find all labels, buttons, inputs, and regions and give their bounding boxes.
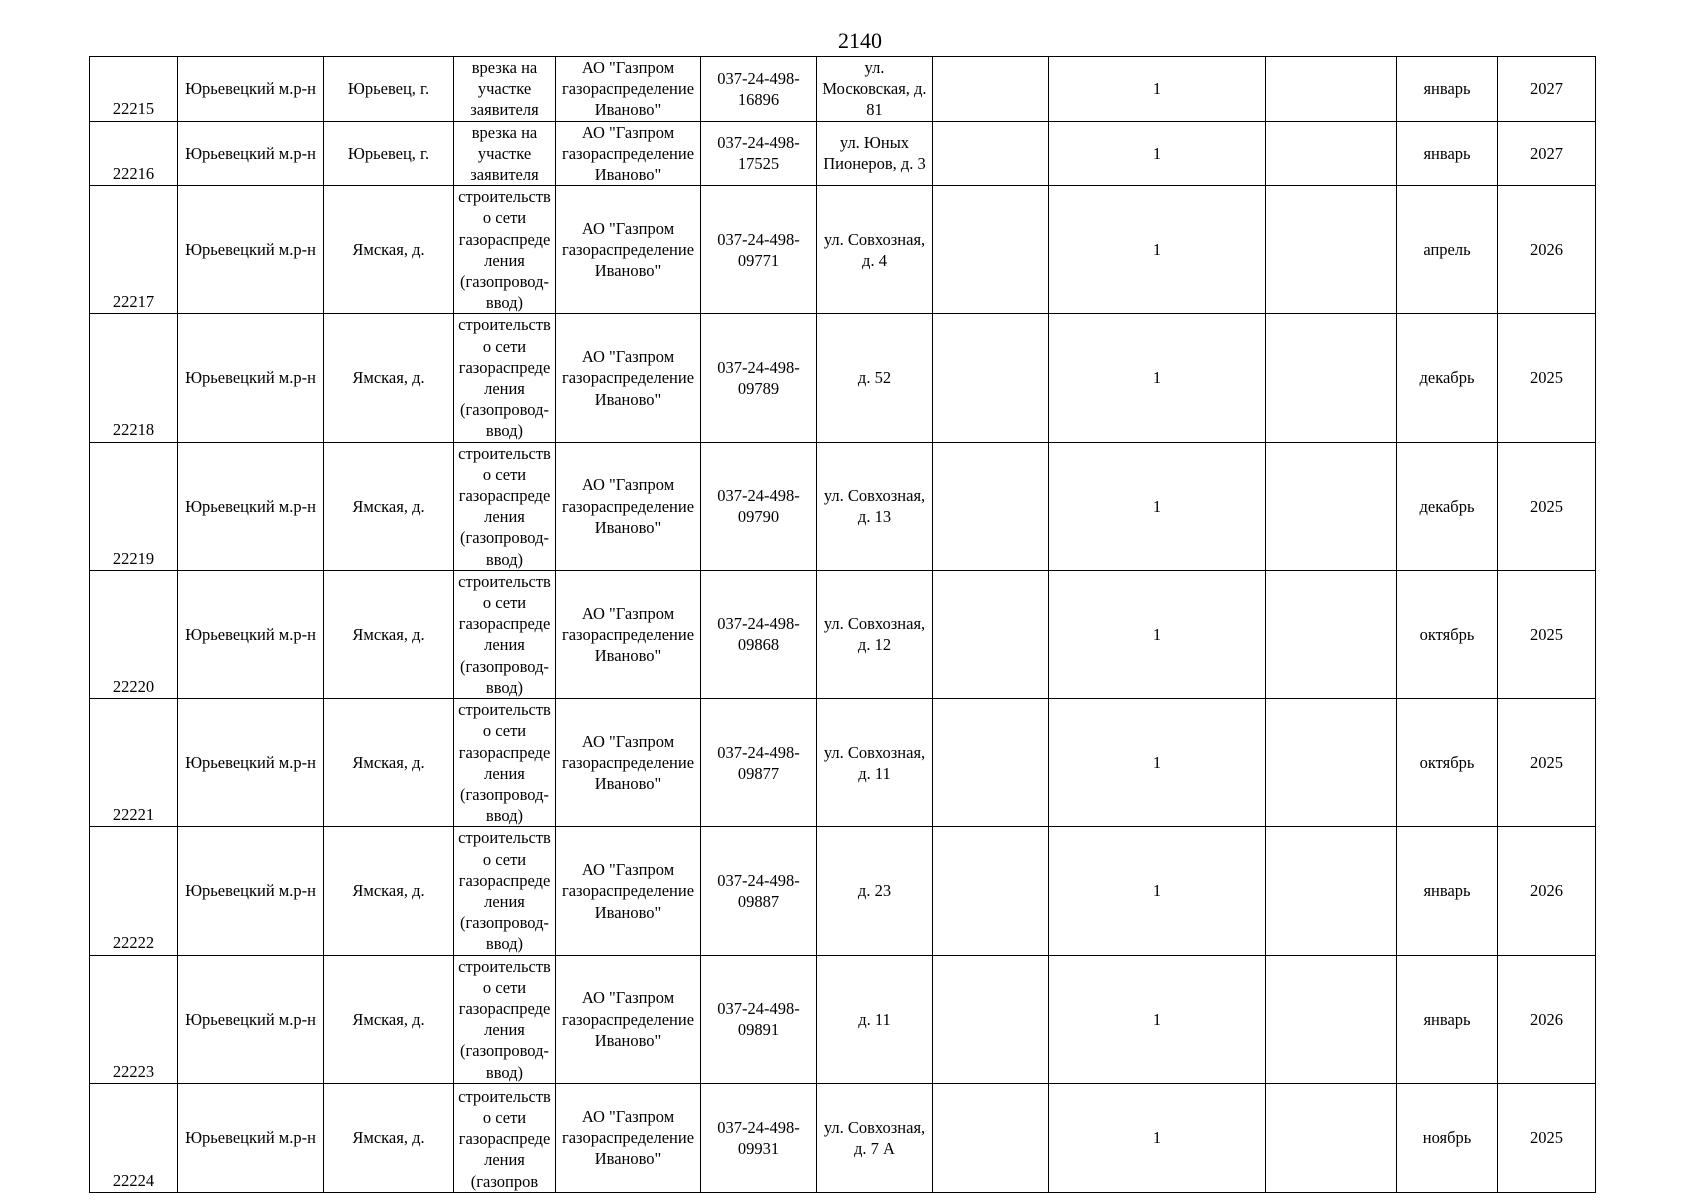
quantity-cell: 1 [1049, 699, 1266, 827]
month-cell: январь [1397, 57, 1498, 122]
empty-cell [1266, 1083, 1397, 1192]
quantity-cell: 1 [1049, 1083, 1266, 1192]
organization-cell: АО "Газпром газораспределение Иваново" [556, 570, 701, 698]
year-cell: 2026 [1498, 827, 1596, 955]
organization-cell: АО "Газпром газораспределение Иваново" [556, 955, 701, 1083]
locality-cell: Ямская, д. [324, 186, 454, 314]
organization-cell: АО "Газпром газораспределение Иваново" [556, 314, 701, 442]
organization-cell: АО "Газпром газораспределение Иваново" [556, 1083, 701, 1192]
address-cell: д. 23 [817, 827, 933, 955]
locality-cell: Ямская, д. [324, 827, 454, 955]
address-cell: ул. Юных Пионеров, д. 3 [817, 121, 933, 186]
work-type-cell: строительство сети газораспределения (газопровод-ввод) [454, 827, 556, 955]
district-cell: Юрьевецкий м.р-н [178, 57, 324, 122]
code-cell: 037-24-498-17525 [701, 121, 817, 186]
month-cell: октябрь [1397, 570, 1498, 698]
empty-cell [1266, 314, 1397, 442]
address-cell: ул. Совхозная, д. 11 [817, 699, 933, 827]
address-cell: д. 11 [817, 955, 933, 1083]
district-cell: Юрьевецкий м.р-н [178, 827, 324, 955]
table-row [90, 570, 1596, 698]
district-cell: Юрьевецкий м.р-н [178, 1083, 324, 1192]
locality-cell: Ямская, д. [324, 699, 454, 827]
table-row [90, 699, 1596, 827]
row-number: 22218 [90, 314, 178, 442]
address-cell: ул. Совхозная, д. 12 [817, 570, 933, 698]
work-type-cell: строительство сети газораспределения (газопров [454, 1083, 556, 1192]
empty-cell [1266, 570, 1397, 698]
organization-cell: АО "Газпром газораспределение Иваново" [556, 827, 701, 955]
code-cell: 037-24-498-09789 [701, 314, 817, 442]
code-cell: 037-24-498-09790 [701, 442, 817, 570]
row-number: 22219 [90, 442, 178, 570]
work-type-cell: строительство сети газораспределения (газопровод-ввод) [454, 955, 556, 1083]
page-number: 2140 [838, 28, 882, 53]
organization-cell: АО "Газпром газораспределение Иваново" [556, 699, 701, 827]
empty-cell [933, 955, 1049, 1083]
row-number: 22222 [90, 827, 178, 955]
locality-cell: Ямская, д. [324, 442, 454, 570]
code-cell: 037-24-498-09771 [701, 186, 817, 314]
work-type-cell: врезка на участке заявителя [454, 121, 556, 186]
month-cell: январь [1397, 827, 1498, 955]
quantity-cell: 1 [1049, 57, 1266, 122]
district-cell: Юрьевецкий м.р-н [178, 570, 324, 698]
table-row [90, 442, 1596, 570]
code-cell: 037-24-498-09877 [701, 699, 817, 827]
row-number: 22217 [90, 186, 178, 314]
locality-cell: Ямская, д. [324, 314, 454, 442]
district-cell: Юрьевецкий м.р-н [178, 442, 324, 570]
quantity-cell: 1 [1049, 121, 1266, 186]
empty-cell [933, 186, 1049, 314]
quantity-cell: 1 [1049, 570, 1266, 698]
table-row [90, 186, 1596, 314]
month-cell: ноябрь [1397, 1083, 1498, 1192]
empty-cell [1266, 955, 1397, 1083]
year-cell: 2026 [1498, 955, 1596, 1083]
quantity-cell: 1 [1049, 314, 1266, 442]
code-cell: 037-24-498-09931 [701, 1083, 817, 1192]
empty-cell [1266, 699, 1397, 827]
empty-cell [933, 827, 1049, 955]
locality-cell: Ямская, д. [324, 955, 454, 1083]
locality-cell: Ямская, д. [324, 570, 454, 698]
empty-cell [1266, 186, 1397, 314]
empty-cell [933, 121, 1049, 186]
month-cell: январь [1397, 955, 1498, 1083]
year-cell: 2025 [1498, 570, 1596, 698]
year-cell: 2025 [1498, 314, 1596, 442]
empty-cell [1266, 827, 1397, 955]
row-number: 22216 [90, 121, 178, 186]
month-cell: декабрь [1397, 442, 1498, 570]
code-cell: 037-24-498-09891 [701, 955, 817, 1083]
locality-cell: Юрьевец, г. [324, 57, 454, 122]
empty-cell [1266, 442, 1397, 570]
empty-cell [933, 570, 1049, 698]
district-cell: Юрьевецкий м.р-н [178, 186, 324, 314]
address-cell: д. 52 [817, 314, 933, 442]
table-row [90, 1083, 1596, 1192]
work-type-cell: строительство сети газораспределения (газопровод-ввод) [454, 699, 556, 827]
row-number: 22223 [90, 955, 178, 1083]
code-cell: 037-24-498-16896 [701, 57, 817, 122]
year-cell: 2027 [1498, 57, 1596, 122]
year-cell: 2027 [1498, 121, 1596, 186]
organization-cell: АО "Газпром газораспределение Иваново" [556, 121, 701, 186]
quantity-cell: 1 [1049, 186, 1266, 314]
district-cell: Юрьевецкий м.р-н [178, 699, 324, 827]
district-cell: Юрьевецкий м.р-н [178, 314, 324, 442]
table-row [90, 955, 1596, 1083]
work-type-cell: строительство сети газораспределения (газопровод-ввод) [454, 186, 556, 314]
quantity-cell: 1 [1049, 955, 1266, 1083]
district-cell: Юрьевецкий м.р-н [178, 955, 324, 1083]
empty-cell [933, 1083, 1049, 1192]
address-cell: ул. Совхозная, д. 4 [817, 186, 933, 314]
work-type-cell: строительство сети газораспределения (газопровод-ввод) [454, 314, 556, 442]
address-cell: ул. Совхозная, д. 7 А [817, 1083, 933, 1192]
table-row [90, 314, 1596, 442]
month-cell: апрель [1397, 186, 1498, 314]
row-number: 22215 [90, 57, 178, 122]
year-cell: 2025 [1498, 442, 1596, 570]
table-row [90, 57, 1596, 122]
year-cell: 2026 [1498, 186, 1596, 314]
year-cell: 2025 [1498, 699, 1596, 827]
empty-cell [933, 699, 1049, 827]
district-cell: Юрьевецкий м.р-н [178, 121, 324, 186]
row-number: 22221 [90, 699, 178, 827]
month-cell: январь [1397, 121, 1498, 186]
empty-cell [933, 442, 1049, 570]
month-cell: октябрь [1397, 699, 1498, 827]
empty-cell [933, 314, 1049, 442]
year-cell: 2025 [1498, 1083, 1596, 1192]
code-cell: 037-24-498-09887 [701, 827, 817, 955]
gas-connection-table [89, 56, 1596, 1193]
work-type-cell: строительство сети газораспределения (газопровод-ввод) [454, 570, 556, 698]
organization-cell: АО "Газпром газораспределение Иваново" [556, 186, 701, 314]
address-cell: ул. Московская, д. 81 [817, 57, 933, 122]
address-cell: ул. Совхозная, д. 13 [817, 442, 933, 570]
empty-cell [933, 57, 1049, 122]
quantity-cell: 1 [1049, 827, 1266, 955]
organization-cell: АО "Газпром газораспределение Иваново" [556, 57, 701, 122]
empty-cell [1266, 121, 1397, 186]
work-type-cell: врезка на участке заявителя [454, 57, 556, 122]
row-number: 22220 [90, 570, 178, 698]
locality-cell: Ямская, д. [324, 1083, 454, 1192]
month-cell: декабрь [1397, 314, 1498, 442]
row-number: 22224 [90, 1083, 178, 1192]
locality-cell: Юрьевец, г. [324, 121, 454, 186]
work-type-cell: строительство сети газораспределения (газопровод-ввод) [454, 442, 556, 570]
quantity-cell: 1 [1049, 442, 1266, 570]
code-cell: 037-24-498-09868 [701, 570, 817, 698]
table-row [90, 121, 1596, 186]
empty-cell [1266, 57, 1397, 122]
table-row [90, 827, 1596, 955]
organization-cell: АО "Газпром газораспределение Иваново" [556, 442, 701, 570]
